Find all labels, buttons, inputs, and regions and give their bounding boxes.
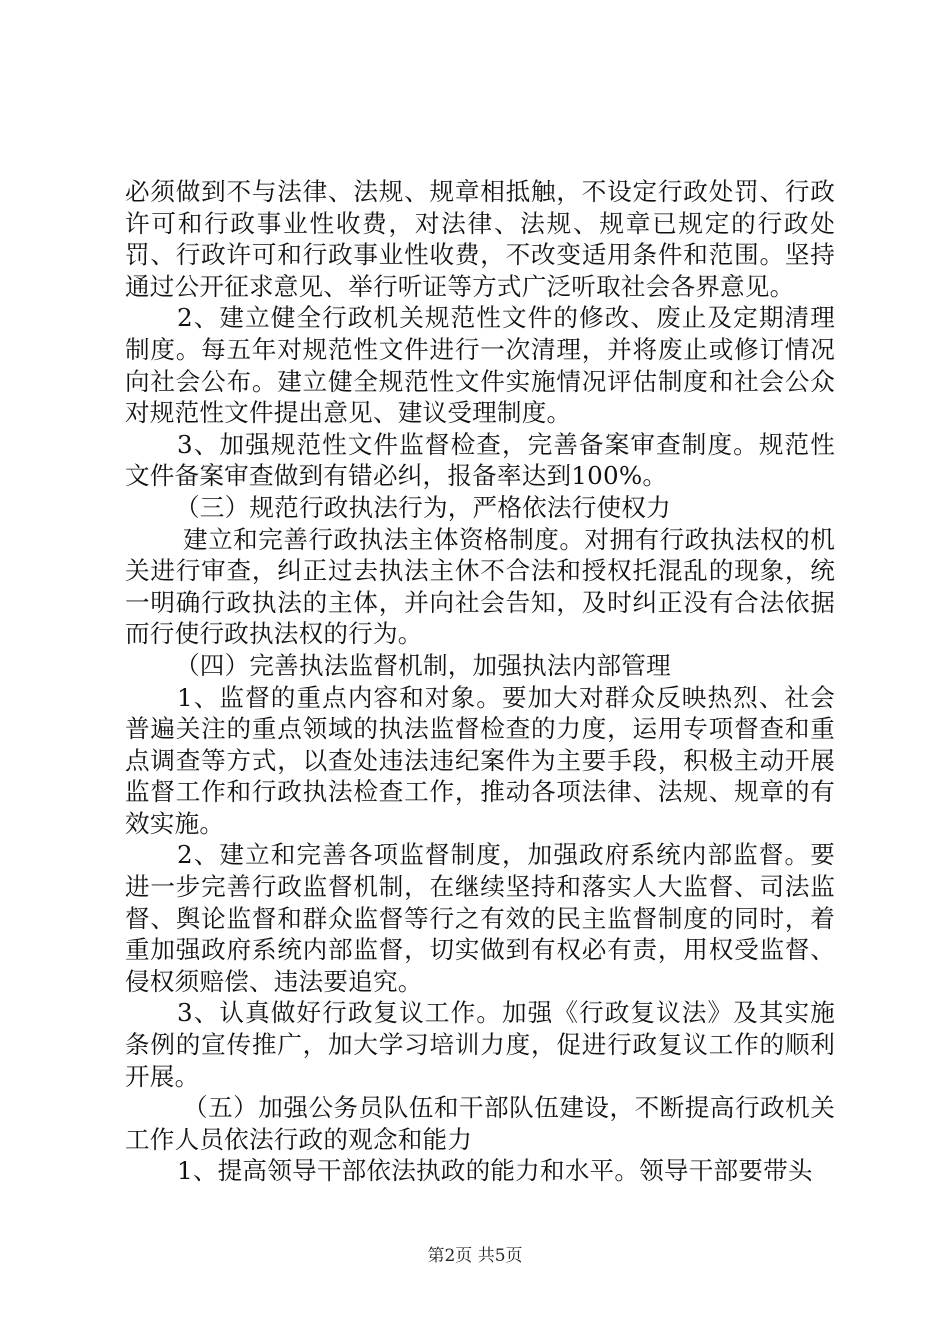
page-number-footer: 第2页 共5页 (427, 1246, 523, 1266)
paragraph-continuation: 必须做到不与法律、法规、规章相抵触，不设定行政处罚、行政许可和行政事业性收费，对法律、法规、规章已规定的行政处罚、行政许可和行政事业性收费，不改变适用条件和范围。坚持通过公开征求意见、举行听证等方式广泛听取社会各界意见。 (125, 177, 835, 301)
paragraph-item-4-1: 1、监督的重点内容和对象。要加大对群众反映热烈、社会普遍关注的重点领域的执法监督检查的力度，运用专项督查和重点调查等方式，以查处违法违纪案件为主要手段，积极主动开展监督工作和行政执法检查工作，推动各项法律、法规、规章的有效实施。 (125, 682, 835, 838)
paragraph-item-2: 2、建立健全行政机关规范性文件的修改、废止及定期清理制度。每五年对规范性文件进行一次清理，并将废止或修订情况向社会公布。建立健全规范性文件实施情况评估制度和社会公众对规范性文件提出意见、建议受理制度。 (125, 303, 835, 428)
paragraph-item-5-1: 1、提高领导干部依法执政的能力和水平。领导干部要带头 (177, 1156, 813, 1186)
paragraph-section-3-body: 建立和完善行政执法主体资格制度。对拥有行政执法权的机关进行审查，纠正过去执法主休不合法和授权托混乱的现象，统一明确行政执法的主体，并向社会告知，及时纠正没有合法依据而行使行政执法权的行为。 (125, 524, 835, 649)
paragraph-item-4-2: 2、建立和完善各项监督制度，加强政府系统内部监督。要进一步完善行政监督机制，在继续坚持和落实人大监督、司法监督、舆论监督和群众监督等行之有效的民主监督制度的同时，着重加强政府系统内部监督，切实做到有权必有责，用权受监督、侵权须赔偿、违法要追究。 (125, 840, 835, 996)
section-heading-3: （三）规范行政执法行为，严格依法行使权力 (175, 492, 671, 522)
section-heading-5: （五）加强公务员队伍和干部队伍建设，不断提高行政机关工作人员依法行政的观念和能力 (125, 1093, 835, 1154)
paragraph-item-3: 3、加强规范性文件监督检查，完善备案审查制度。规范性文件备案审查做到有错必纠，报备率达到100%。 (125, 429, 835, 491)
section-heading-4: （四）完善执法监督机制，加强执法内部管理 (175, 650, 671, 680)
paragraph-item-4-3: 3、认真做好行政复议工作。加强《行政复议法》及其实施条例的宣传推广，加大学习培训力度，促进行政复议工作的顺利开展。 (125, 998, 835, 1091)
document-body (125, 176, 835, 1187)
